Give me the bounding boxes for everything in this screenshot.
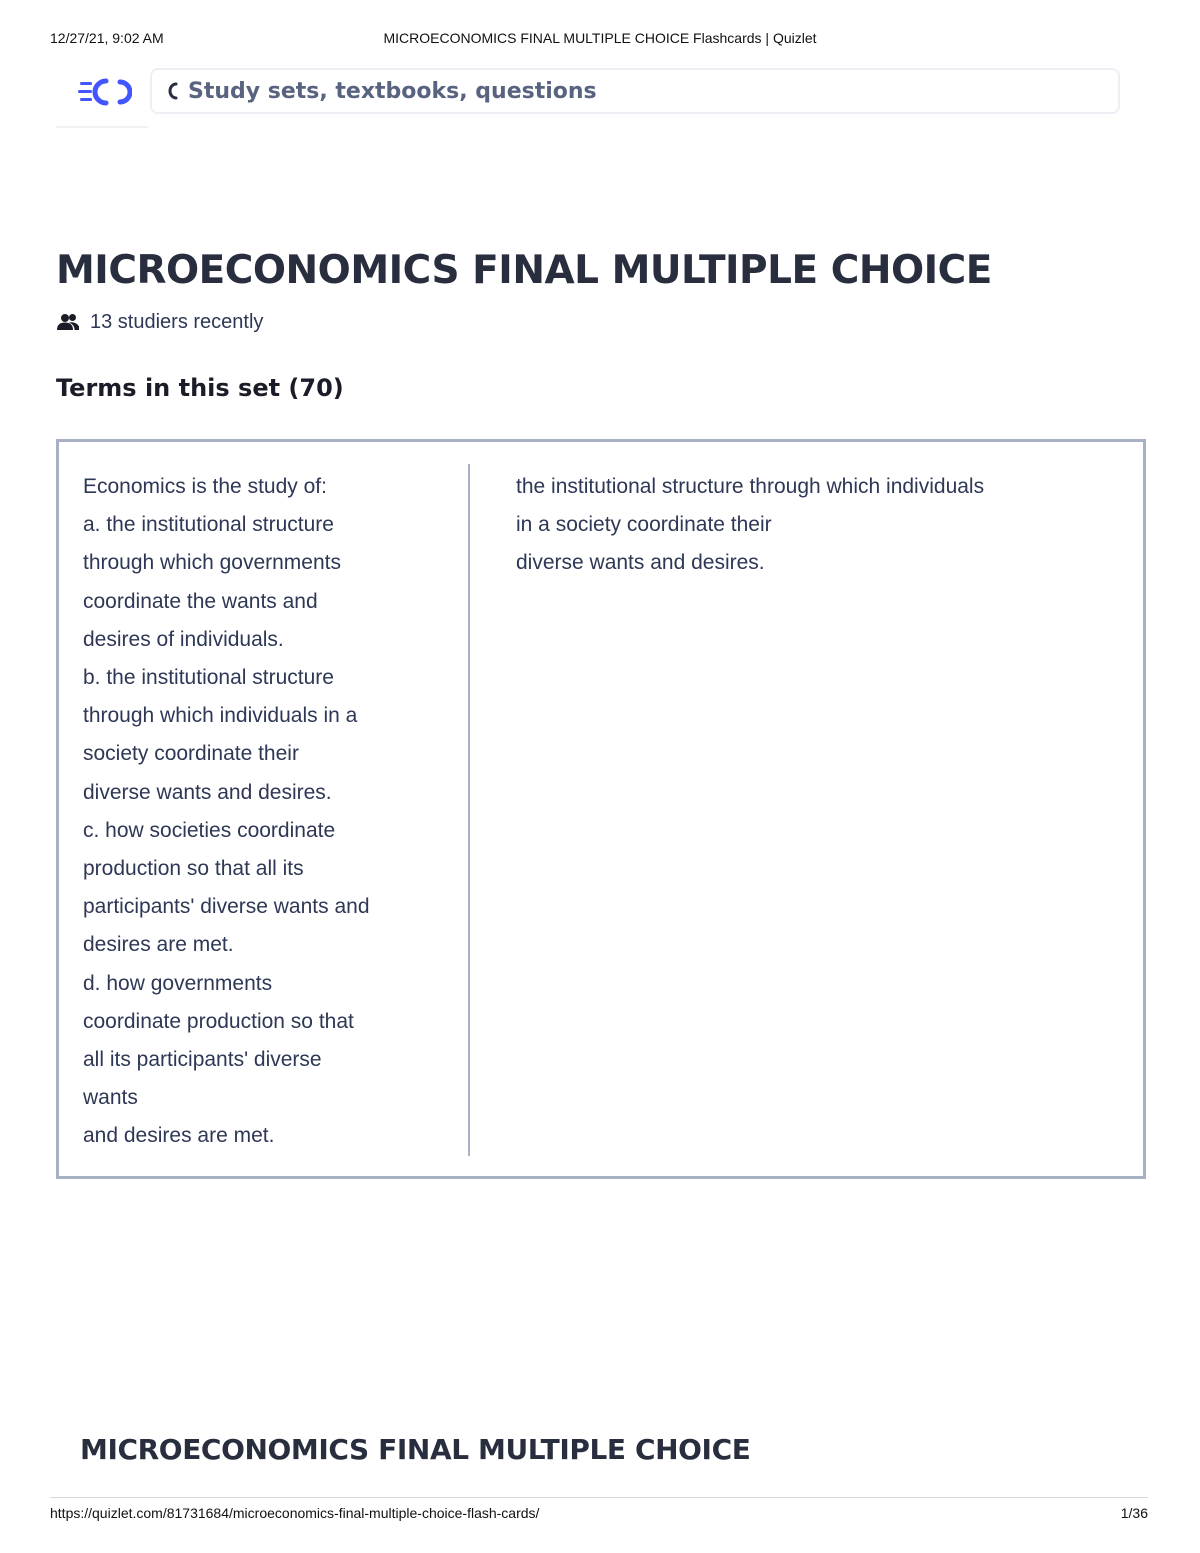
terms-heading: Terms in this set (70) bbox=[56, 374, 344, 402]
logo-underline bbox=[56, 126, 148, 128]
print-document-title: MICROECONOMICS FINAL MULTIPLE CHOICE Flashcards | Quizlet bbox=[383, 30, 817, 46]
search-box[interactable] bbox=[150, 68, 1120, 114]
studiers-count bbox=[56, 308, 263, 336]
search-icon bbox=[166, 82, 180, 100]
search-input[interactable] bbox=[188, 75, 1088, 107]
footer-divider bbox=[50, 1497, 1148, 1498]
page-number: 1/36 bbox=[1120, 1505, 1148, 1521]
flashcard bbox=[56, 439, 1146, 1179]
studiers-label: 13 studiers recently bbox=[90, 310, 264, 333]
people-icon bbox=[56, 312, 80, 332]
card-divider bbox=[468, 464, 470, 1156]
page-title: MICROECONOMICS FINAL MULTIPLE CHOICE bbox=[56, 248, 992, 293]
card-term: Economics is the study of: a. the institutional structure through which governments coordinate the wants and desires of individuals. b. the institutional structure through which individuals in a society coordinate their diverse wants and desires. c. how societies coordinate production so that all its participants' diverse wants and desires are met. d. how governments coordinate production so that all its participants' diverse wants and desires are met. bbox=[83, 475, 370, 1148]
card-definition: the institutional structure through which individuals in a society coordinate their diverse wants and desires. bbox=[516, 475, 985, 575]
print-date: 12/27/21, 9:02 AM bbox=[50, 30, 164, 46]
set-title-footer: MICROECONOMICS FINAL MULTIPLE CHOICE bbox=[80, 1433, 751, 1466]
print-header bbox=[50, 30, 1150, 50]
quizlet-logo-icon[interactable] bbox=[76, 76, 132, 108]
print-footer bbox=[50, 1505, 1148, 1525]
top-navigation-bar bbox=[56, 68, 1122, 116]
page-url: https://quizlet.com/81731684/microeconomics-final-multiple-choice-flash-cards/ bbox=[50, 1505, 540, 1521]
